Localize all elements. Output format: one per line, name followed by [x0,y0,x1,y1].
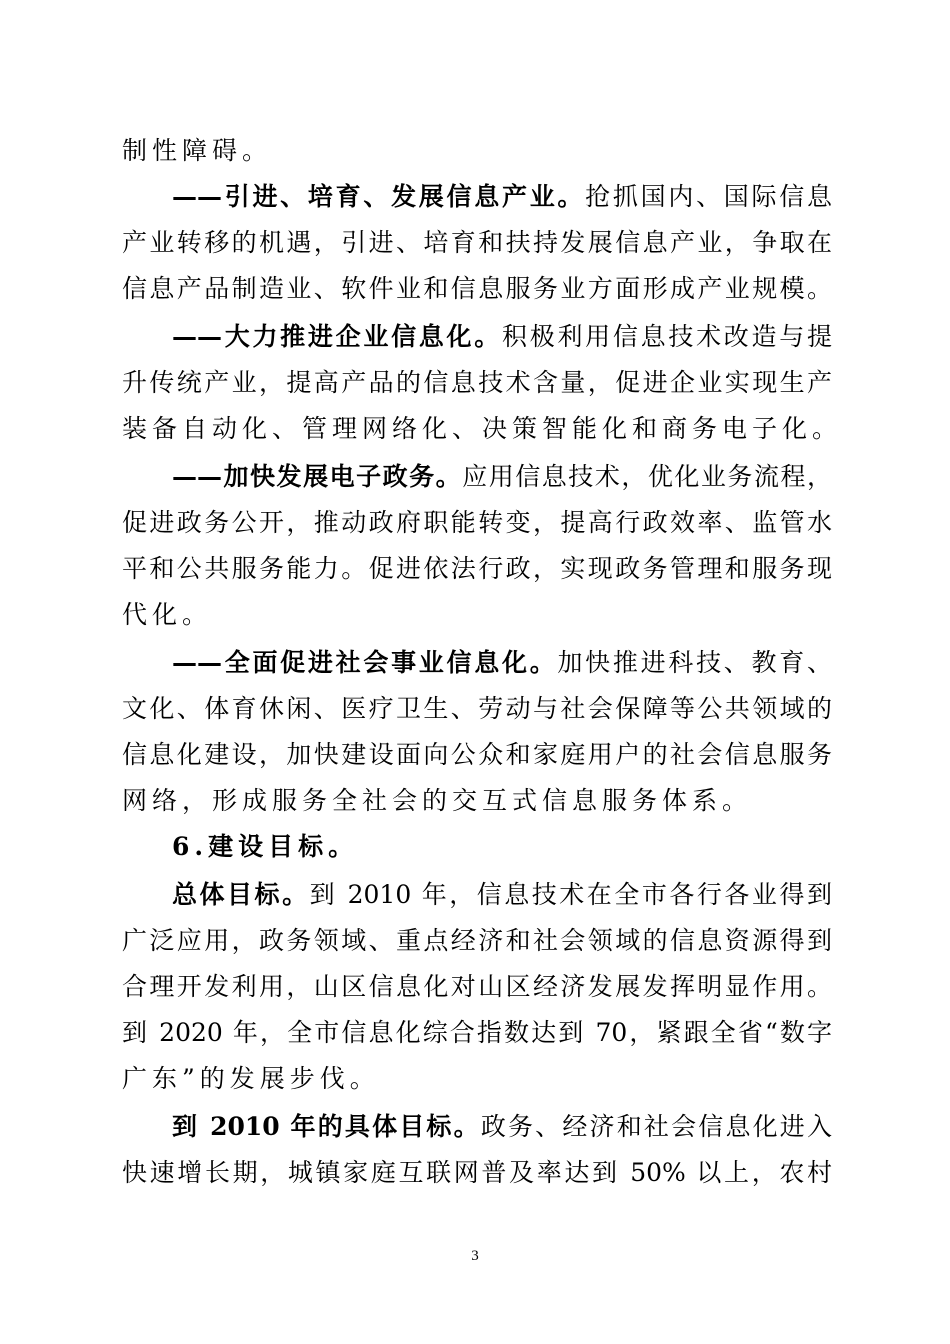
text-line: 广东”的发展步伐。 [122,1064,380,1093]
bold-heading: ——加快发展电子政务。 [172,462,463,491]
bold-heading: 总体目标。 [172,880,310,909]
bold-heading: ——全面促进社会事业信息化。 [172,648,558,677]
text-line: 网络，形成服务全社会的交互式信息服务体系。 [122,786,753,815]
text-line: 制性障碍。 [122,136,273,165]
bold-heading: ——大力推进企业信息化。 [172,322,502,351]
page-number: 3 [471,1248,479,1264]
text-line: 信息化建设，加快建设面向公众和家庭用户的社会信息服务 [122,740,832,769]
text-line: 代化。 [122,600,213,629]
text-line: 促进政务公开，推动政府职能转变，提高行政效率、监管水 [122,508,832,537]
paragraph-heading-line: ——大力推进企业信息化。积极利用信息技术改造与提 [172,322,832,351]
text-line: 平和公共服务能力。促进依法行政，实现政务管理和服务现 [122,554,832,583]
text-line: 信息产品制造业、软件业和信息服务业方面形成产业规模。 [122,274,832,303]
paragraph-heading-line: 到 2010 年的具体目标。政务、经济和社会信息化进入 [172,1112,832,1141]
text-line: 合理开发利用，山区信息化对山区经济发展发挥明显作用。 [122,972,832,1001]
bold-heading: 到 2010 年的具体目标。 [172,1112,481,1141]
text-line: 广泛应用，政务领域、重点经济和社会领域的信息资源得到 [122,926,832,955]
text-line: 装备自动化、管理网络化、决策智能化和商务电子化。 [122,414,843,443]
paragraph-heading-line: ——引进、培育、发展信息产业。抢抓国内、国际信息 [172,182,832,211]
section-heading [172,824,832,870]
paragraph-heading-line: ——全面促进社会事业信息化。加快推进科技、教育、 [172,648,832,677]
text-line: 升传统产业，提高产品的信息技术含量，促进企业实现生产 [122,368,832,397]
text-line: 到 2020 年，全市信息化综合指数达到 70，紧跟全省“数字 [122,1018,832,1047]
paragraph-heading-line: 总体目标。到 2010 年，信息技术在全市各行各业得到 [172,880,832,909]
bold-heading: 6.建设目标。 [172,832,359,861]
text-line: 快速增长期，城镇家庭互联网普及率达到 50% 以上，农村 [122,1158,832,1187]
text-line: 文化、体育休闲、医疗卫生、劳动与社会保障等公共领域的 [122,694,832,723]
bold-heading: ——引进、培育、发展信息产业。 [172,182,586,211]
text-line: 产业转移的机遇，引进、培育和扶持发展信息产业，争取在 [122,228,832,257]
paragraph-heading-line: ——加快发展电子政务。应用信息技术，优化业务流程， [172,462,832,491]
